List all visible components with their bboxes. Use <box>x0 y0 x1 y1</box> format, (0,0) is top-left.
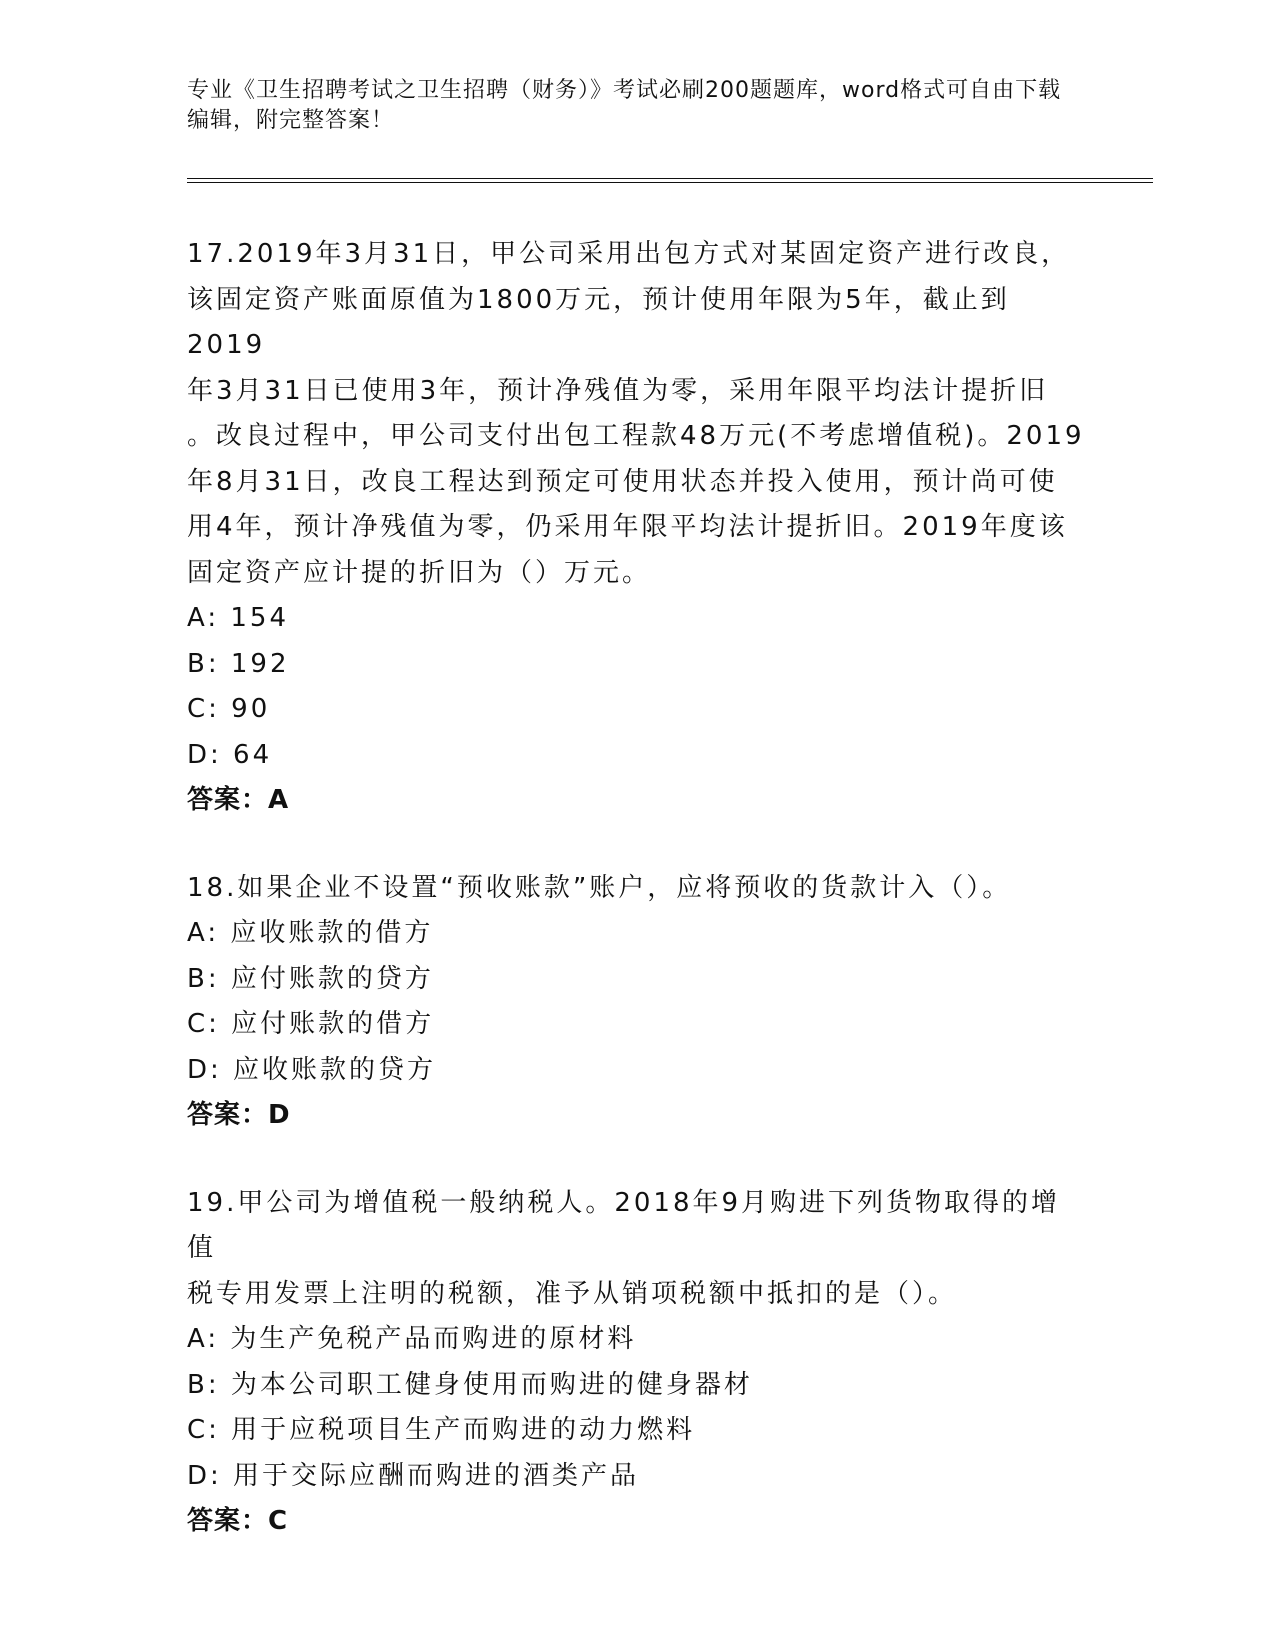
option-d: D: 64 <box>187 739 273 770</box>
option-b: B: 为本公司职工健身使用而购进的健身器材 <box>187 1369 753 1400</box>
header-rule-top <box>187 178 1153 179</box>
question-17 <box>187 232 1087 824</box>
question-text: 18.如果企业不设置“预收账款”账户，应将预收的货款计入（）。 <box>187 872 1012 903</box>
document-header: 专业《卫生招聘考试之卫生招聘（财务）》考试必刷200题题库，word格式可自由下载编辑，附完整答案！ <box>187 78 1062 133</box>
option-d: D: 用于交际应酬而购进的酒类产品 <box>187 1460 640 1491</box>
option-a: A: 应收账款的借方 <box>187 918 434 948</box>
header-rule-bottom <box>187 182 1153 183</box>
option-a: A: 154 <box>187 603 289 633</box>
question-text: 17.2019年3月31日，甲公司采用出包方式对某固定资产进行改良， 该固定资产账面原值为1800万元，预计使用年限为5年，截止到2019 年3月31日已使用3年，预计净残值为零，采用年限平均法计提折旧 。改良过程中，甲公司支付出包工程款48万元(不考虑增值税)。2019 年8月31日，改良工程达到预定可使用状态并投入使用，预计尚可使 用4年，预计净残值为零，仍采用年限平均法计提折旧。2019年度该 固定资产应计提的折旧为（）万元。 <box>187 239 1085 588</box>
question-18 <box>187 866 1087 1139</box>
option-c: C: 90 <box>187 694 271 724</box>
answer: 答案：C <box>187 1506 289 1536</box>
option-c: C: 用于应税项目生产而购进的动力燃料 <box>187 1415 696 1445</box>
question-text: 19.甲公司为增值税一般纳税人。2018年9月购进下列货物取得的增值 税专用发票上注明的税额，准予从销项税额中抵扣的是（）。 <box>187 1187 1061 1309</box>
question-19 <box>187 1181 1087 1545</box>
answer: 答案：A <box>187 785 290 815</box>
option-b: B: 192 <box>187 648 290 679</box>
question-list <box>187 232 1087 1587</box>
answer: 答案：D <box>187 1100 291 1130</box>
option-b: B: 应付账款的贷方 <box>187 963 434 994</box>
option-c: C: 应付账款的借方 <box>187 1009 435 1039</box>
option-a: A: 为生产免税产品而购进的原材料 <box>187 1324 637 1354</box>
option-d: D: 应收账款的贷方 <box>187 1054 437 1085</box>
